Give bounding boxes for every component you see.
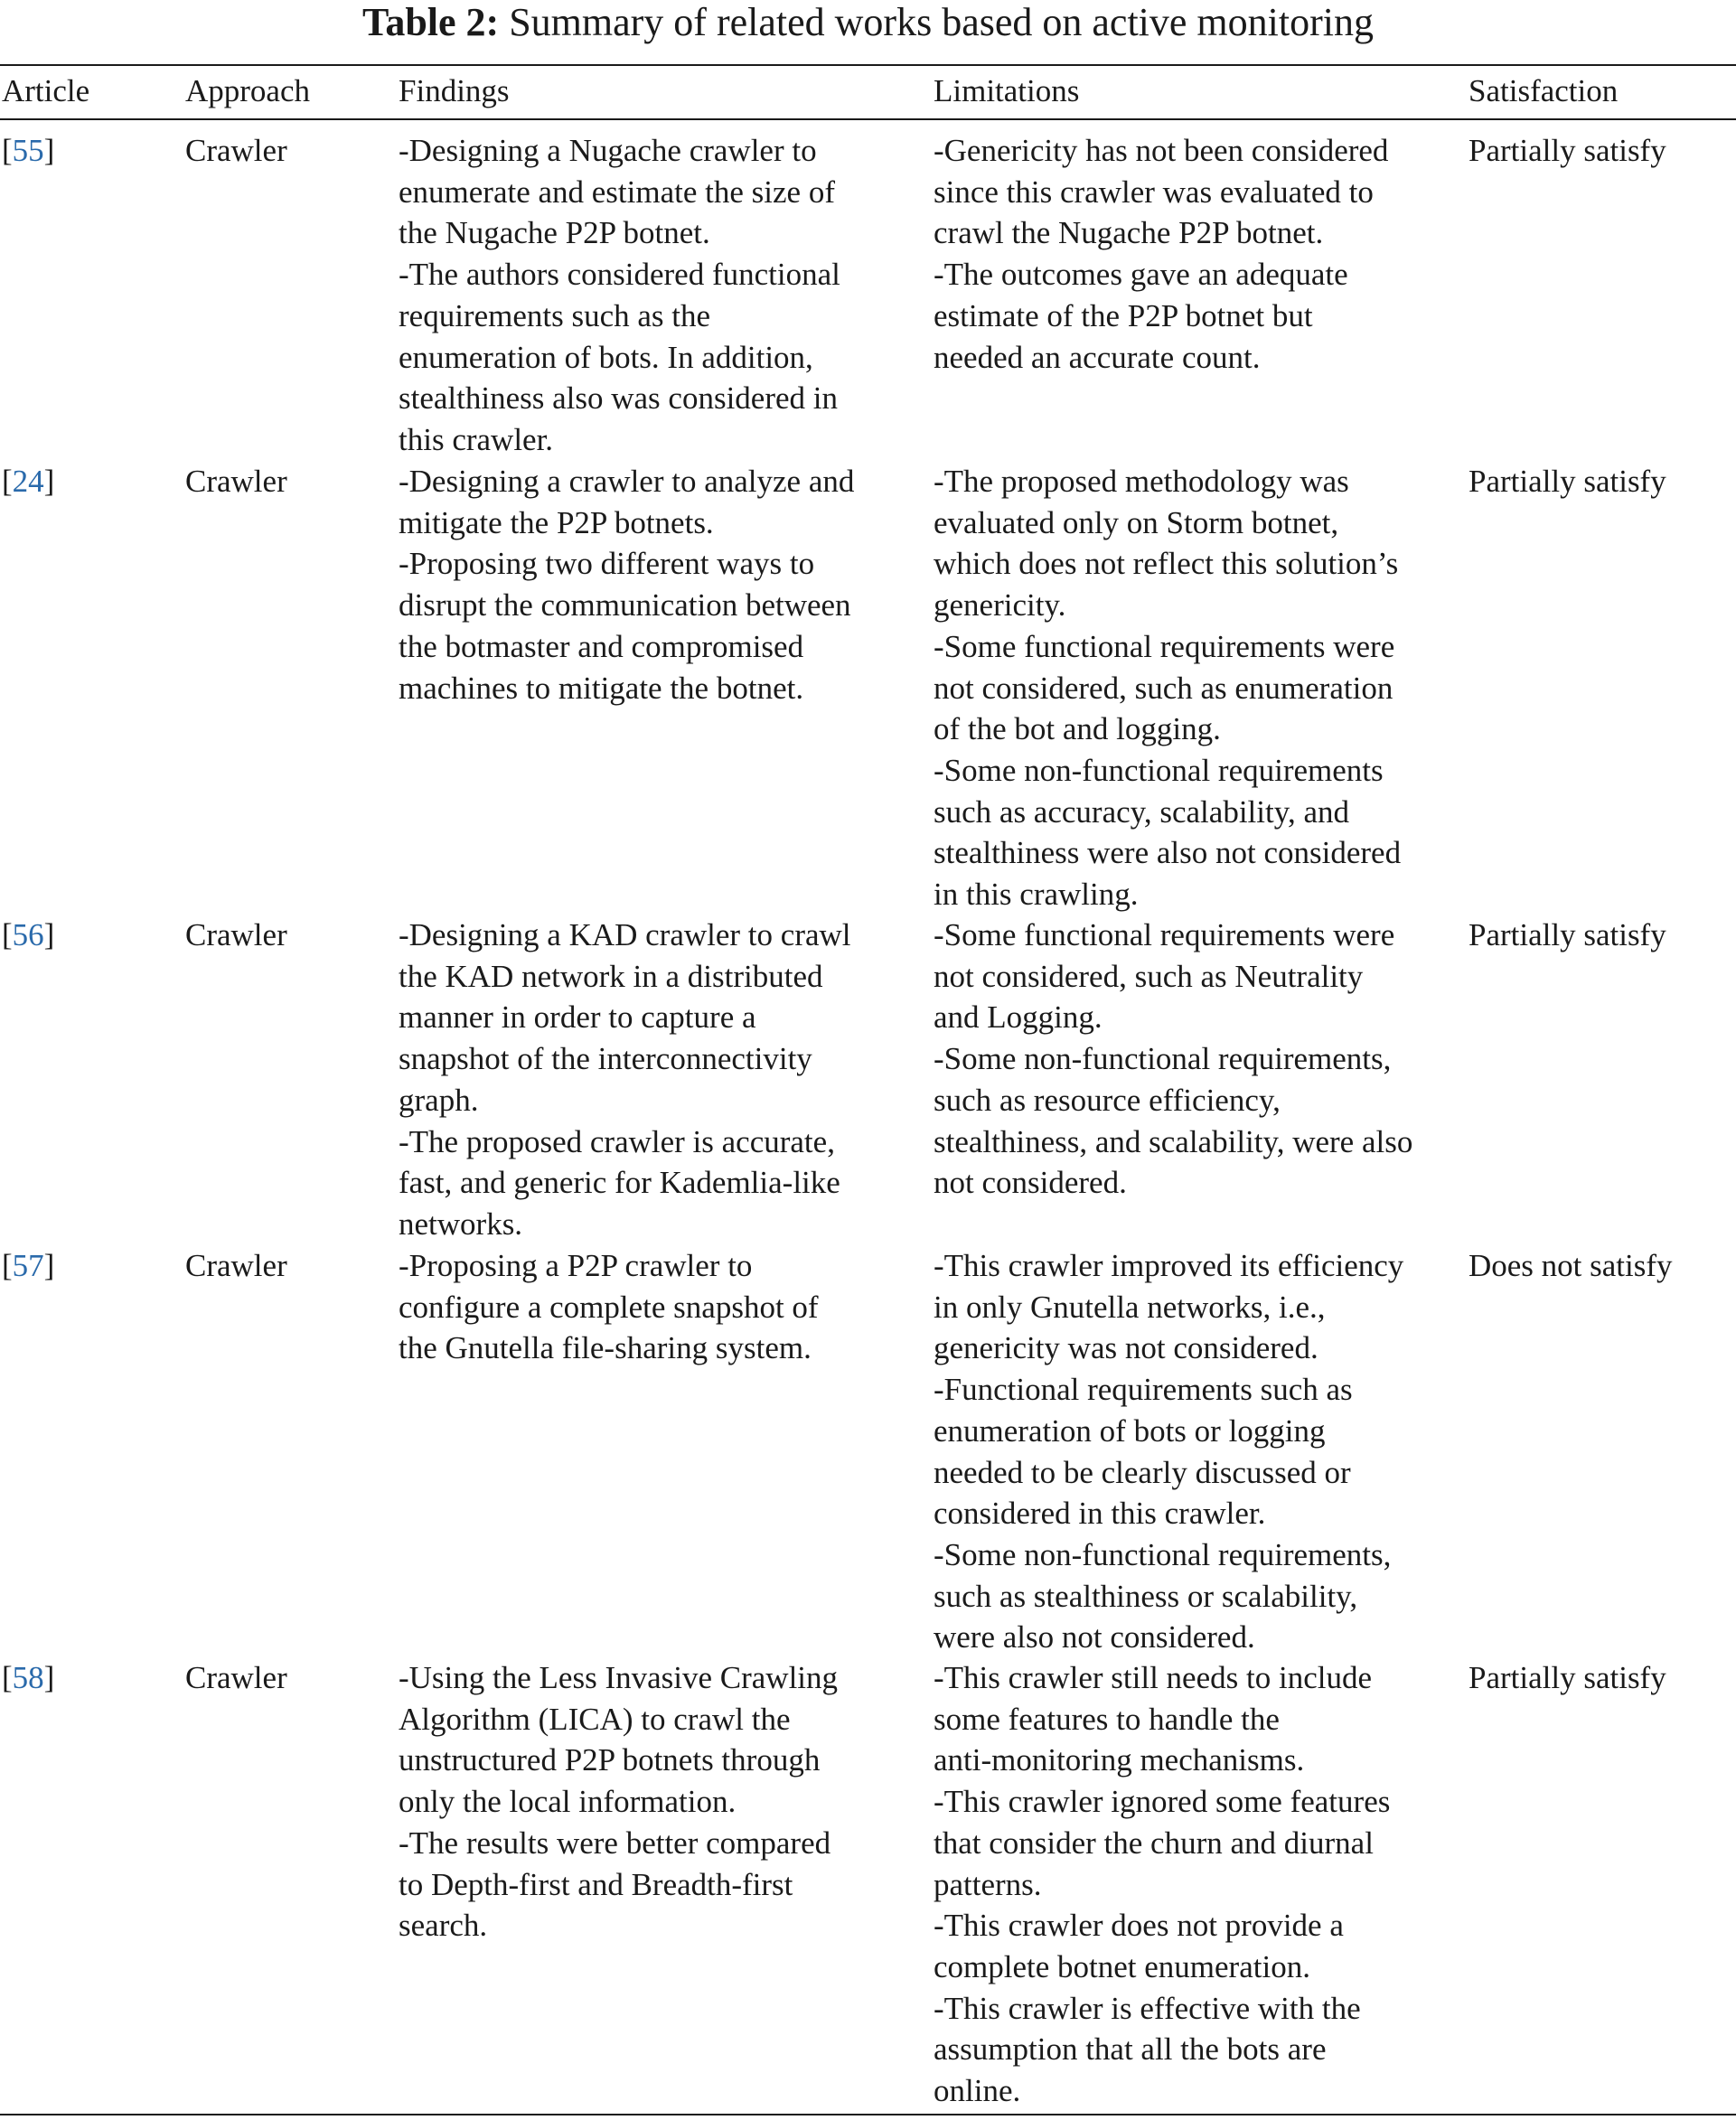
findings-line: -Proposing a P2P crawler to xyxy=(399,1248,753,1283)
limitations-line: crawl the Nugache P2P botnet. xyxy=(934,215,1324,251)
findings-line: graph. xyxy=(399,1082,479,1118)
limitations-line: anti-monitoring mechanisms. xyxy=(934,1742,1305,1778)
findings-cell xyxy=(399,1657,924,1946)
limitations-line: needed to be clearly discussed or xyxy=(934,1454,1351,1490)
citation-link[interactable]: 58 xyxy=(12,1660,44,1695)
findings-line: -The results were better compared xyxy=(399,1825,831,1861)
findings-cell xyxy=(399,130,924,461)
table-top-rule xyxy=(0,64,1736,66)
limitations-line: not considered. xyxy=(934,1165,1127,1201)
limitations-line: complete botnet enumeration. xyxy=(934,1948,1310,1984)
findings-line: the KAD network in a distributed xyxy=(399,958,823,994)
limitations-cell xyxy=(934,1657,1467,2112)
citation-link[interactable]: 24 xyxy=(12,464,44,499)
findings-line: this crawler. xyxy=(399,421,554,457)
satisfaction-cell: Partially satisfy xyxy=(1469,1660,1666,1695)
findings-line: stealthiness also was considered in xyxy=(399,380,839,417)
limitations-line: -Some functional requirements were xyxy=(934,917,1395,952)
limitations-line: stealthiness, and scalability, were also xyxy=(934,1123,1413,1159)
limitations-line: -The outcomes gave an adequate xyxy=(934,257,1348,293)
findings-line: unstructured P2P botnets through xyxy=(399,1742,821,1778)
limitations-line: -Some non-functional requirements xyxy=(934,752,1384,788)
approach-cell: Crawler xyxy=(185,1660,287,1695)
header-limitations: Limitations xyxy=(934,73,1080,108)
findings-line: only the local information. xyxy=(399,1784,737,1820)
findings-line: machines to mitigate the botnet. xyxy=(399,670,804,706)
limitations-line: not considered, such as Neutrality xyxy=(934,958,1364,994)
limitations-line: genericity. xyxy=(934,587,1066,624)
limitations-cell xyxy=(934,461,1467,915)
article-cell: [57] xyxy=(2,1248,55,1283)
citation-link[interactable]: 55 xyxy=(12,133,44,168)
limitations-line: -Functional requirements such as xyxy=(934,1372,1353,1408)
limitations-line: online. xyxy=(934,2073,1021,2109)
article-cell: [58] xyxy=(2,1660,55,1695)
satisfaction-cell: Partially satisfy xyxy=(1469,133,1666,168)
limitations-line: enumeration of bots or logging xyxy=(934,1412,1326,1449)
findings-cell xyxy=(399,915,924,1245)
table-caption xyxy=(0,0,1736,47)
limitations-line: were also not considered. xyxy=(934,1619,1255,1656)
limitations-line: such as accuracy, scalability, and xyxy=(934,793,1349,830)
findings-line: snapshot of the interconnectivity xyxy=(399,1041,812,1077)
limitations-line: needed an accurate count. xyxy=(934,339,1261,375)
limitations-line: -This crawler does not provide a xyxy=(934,1908,1344,1944)
satisfaction-cell: Partially satisfy xyxy=(1469,464,1666,499)
findings-cell xyxy=(399,1245,924,1369)
limitations-line: in this crawling. xyxy=(934,877,1139,913)
findings-line: Algorithm (LICA) to crawl the xyxy=(399,1701,791,1737)
limitations-cell xyxy=(934,1245,1467,1658)
limitations-line: -This crawler is effective with the xyxy=(934,1990,1361,2026)
approach-cell: Crawler xyxy=(185,133,287,168)
findings-line: enumerate and estimate the size of xyxy=(399,174,835,210)
header-article: Article xyxy=(2,73,90,108)
findings-line: -Designing a KAD crawler to crawl xyxy=(399,917,851,952)
limitations-line: patterns. xyxy=(934,1866,1042,1902)
limitations-line: and Logging. xyxy=(934,999,1103,1036)
findings-line: requirements such as the xyxy=(399,297,711,333)
limitations-line: some features to handle the xyxy=(934,1701,1280,1737)
table-header-row xyxy=(0,70,1736,114)
table-caption-label: Table 2: xyxy=(362,0,500,44)
limitations-line: -This crawler improved its efficiency xyxy=(934,1248,1404,1283)
findings-line: mitigate the P2P botnets. xyxy=(399,504,714,540)
limitations-line: that consider the churn and diurnal xyxy=(934,1825,1374,1861)
findings-line: disrupt the communication between xyxy=(399,587,851,624)
limitations-line: considered in this crawler. xyxy=(934,1496,1266,1532)
limitations-line: stealthiness were also not considered xyxy=(934,835,1402,871)
limitations-line: of the bot and logging. xyxy=(934,711,1221,747)
header-satisfaction: Satisfaction xyxy=(1469,73,1619,108)
findings-line: networks. xyxy=(399,1205,523,1242)
limitations-line: such as resource efficiency, xyxy=(934,1082,1281,1118)
findings-line: -Designing a crawler to analyze and xyxy=(399,464,855,499)
header-approach: Approach xyxy=(185,73,311,108)
citation-link[interactable]: 57 xyxy=(12,1248,44,1283)
findings-line: the botmaster and compromised xyxy=(399,628,804,664)
limitations-line: since this crawler was evaluated to xyxy=(934,174,1374,210)
approach-cell: Crawler xyxy=(185,917,287,952)
limitations-cell xyxy=(934,130,1467,378)
citation-link[interactable]: 56 xyxy=(12,917,44,952)
article-cell: [24] xyxy=(2,464,55,499)
findings-line: to Depth-first and Breadth-first xyxy=(399,1866,793,1902)
findings-line: -The proposed crawler is accurate, xyxy=(399,1123,835,1159)
article-cell: [56] xyxy=(2,917,55,952)
limitations-line: -Genericity has not been considered xyxy=(934,133,1389,168)
findings-line: fast, and generic for Kademlia-like xyxy=(399,1165,840,1201)
limitations-line: -Some functional requirements were xyxy=(934,628,1395,664)
limitations-line: such as stealthiness or scalability, xyxy=(934,1578,1358,1614)
table-caption-text: Summary of related works based on active monitoring xyxy=(509,0,1374,44)
limitations-cell xyxy=(934,915,1467,1204)
findings-line: search. xyxy=(399,1908,488,1944)
satisfaction-cell: Does not satisfy xyxy=(1469,1248,1673,1283)
limitations-line: estimate of the P2P botnet but xyxy=(934,297,1313,333)
table-header-rule xyxy=(0,118,1736,120)
findings-line: the Nugache P2P botnet. xyxy=(399,215,710,251)
table-bottom-rule xyxy=(0,2114,1736,2115)
limitations-line: genericity was not considered. xyxy=(934,1330,1318,1366)
limitations-line: -Some non-functional requirements, xyxy=(934,1041,1392,1077)
limitations-line: -Some non-functional requirements, xyxy=(934,1536,1392,1572)
findings-line: -Proposing two different ways to xyxy=(399,546,815,582)
limitations-line: assumption that all the bots are xyxy=(934,2031,1327,2068)
findings-line: -The authors considered functional xyxy=(399,257,840,293)
findings-line: manner in order to capture a xyxy=(399,999,756,1036)
findings-line: -Using the Less Invasive Crawling xyxy=(399,1660,839,1695)
limitations-line: -The proposed methodology was xyxy=(934,464,1349,499)
approach-cell: Crawler xyxy=(185,1248,287,1283)
findings-line: the Gnutella file-sharing system. xyxy=(399,1330,812,1366)
limitations-line: -This crawler still needs to include xyxy=(934,1660,1372,1695)
findings-line: configure a complete snapshot of xyxy=(399,1289,819,1325)
limitations-line: -This crawler ignored some features xyxy=(934,1784,1391,1820)
approach-cell: Crawler xyxy=(185,464,287,499)
article-cell: [55] xyxy=(2,133,55,168)
header-findings: Findings xyxy=(399,73,510,108)
limitations-line: in only Gnutella networks, i.e., xyxy=(934,1289,1326,1325)
limitations-line: not considered, such as enumeration xyxy=(934,670,1393,706)
limitations-line: evaluated only on Storm botnet, xyxy=(934,504,1339,540)
findings-line: enumeration of bots. In addition, xyxy=(399,339,813,375)
limitations-line: which does not reflect this solution’s xyxy=(934,546,1399,582)
findings-cell xyxy=(399,461,924,708)
findings-line: -Designing a Nugache crawler to xyxy=(399,133,817,168)
satisfaction-cell: Partially satisfy xyxy=(1469,917,1666,952)
